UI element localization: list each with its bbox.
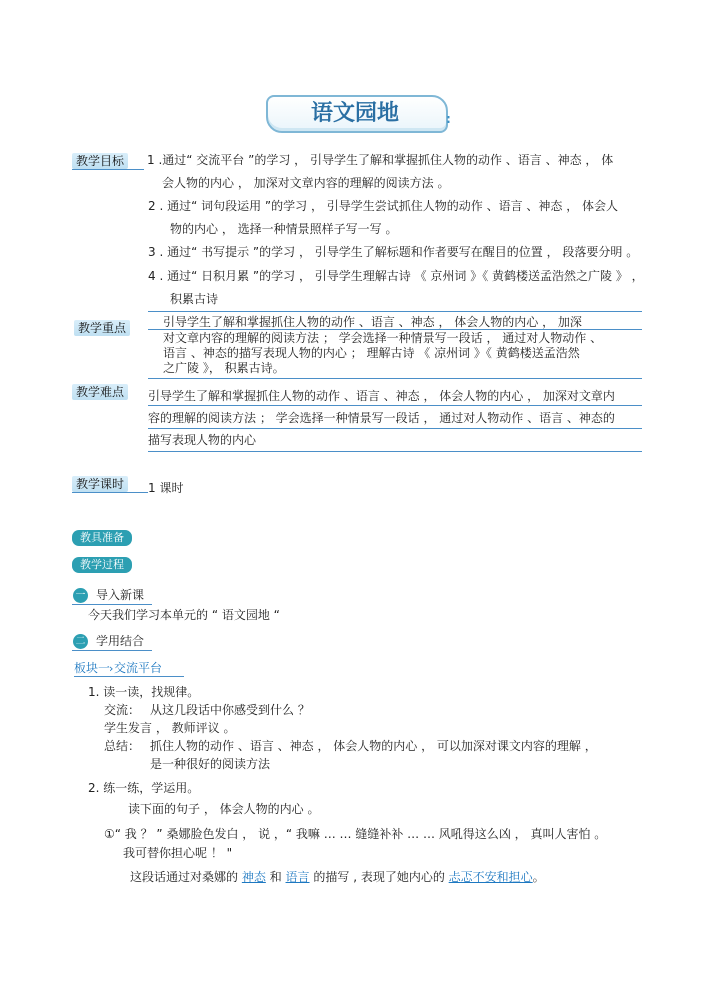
- analysis-middle: 的描写 , 表现了她内心的: [313, 870, 445, 884]
- objectives-line-6: 4 . 通过“ 日积月累 ”的学习 ， 引导学生理解古诗 《 京州词 》《 黄鹤楼送孟浩然之广陵 》 ，: [148, 269, 644, 283]
- difficulties-line-3: 描写表现人物的内心: [148, 433, 257, 447]
- item-1-summary-line-2: 是一种很好的阅读方法: [150, 757, 271, 771]
- objectives-line-4: 物的内心 ， 选择一种情景照样子写一写 。: [170, 222, 398, 236]
- item-2-example-line-1: ①“ 我 ？ ” 桑娜脸色发白 ， 说 ，“ 我嘛 … … 缝缝补补 … … 风吼得这么凶 ， 真叫人害怕 。: [104, 827, 607, 841]
- answer-blank-3: 忐忑不安和担心: [448, 870, 533, 884]
- section-1-number: 一: [73, 588, 88, 603]
- item-1-heading: 1. 读一读，找规律。: [88, 685, 200, 699]
- item-1-summary-line-1: 抓住人物的动作 、语言 、神态 ， 体会人物的内心 ， 可以加深对课文内容的理解 ，: [150, 739, 597, 753]
- objectives-line-1: 1 .通过“ 交流平台 ”的学习 ， 引导学生了解和掌握抓住人物的动作 、语言 、神态 ， 体: [147, 153, 614, 167]
- item-2-heading: 2. 练一练，学运用。: [88, 781, 200, 795]
- difficulties-line-1: 引导学生了解和掌握抓住人物的动作 、语言 、神态 ， 体会人物的内心 ， 加深对文章内: [148, 389, 615, 403]
- hours-underline: [72, 492, 148, 493]
- key-points-line-3: 语言 、神态的描写表现人物的内心 ； 理解古诗 《 凉州词 》《 黄鹤楼送孟浩然: [163, 346, 580, 360]
- hours-value: 1 课时: [148, 481, 184, 495]
- chevron-right-icon: ›: [109, 662, 114, 675]
- objectives-line-7: 积累古诗: [170, 292, 219, 306]
- difficulties-label: 教学难点: [72, 384, 128, 400]
- item-1-summary-label: 总结：: [104, 739, 141, 753]
- key-points-rule-top: [148, 311, 642, 312]
- key-points-rule-bottom: [148, 378, 642, 379]
- block-1-title: 交流平台: [114, 661, 163, 675]
- page-title: 语文园地: [310, 100, 399, 126]
- analysis-and: 和: [269, 870, 282, 884]
- item-1-speak: 学生发言 ， 教师评议 。: [104, 721, 236, 735]
- answer-blank-1: 神态: [241, 870, 266, 884]
- section-1-underline: [72, 604, 152, 605]
- section-2-title: 学用结合: [96, 634, 145, 648]
- section-1-body: 今天我们学习本单元的 “ 语文园地 “: [88, 608, 280, 622]
- difficulties-rule-bottom: [148, 451, 642, 452]
- item-2-analysis: [130, 869, 545, 885]
- title-decoration-dots: :: [446, 112, 451, 126]
- section-2-number: 二: [73, 634, 88, 649]
- key-points-line-4: 之广陵 》， 积累古诗。: [163, 361, 285, 375]
- objectives-label: 教学目标: [72, 153, 128, 169]
- key-points-line-1: 引导学生了解和掌握抓住人物的动作 、语言 、神态 ， 体会人物的内心 ， 加深: [163, 315, 582, 329]
- difficulties-rule-1: [148, 405, 642, 406]
- analysis-prefix: 这段话通过对桑娜的: [130, 870, 239, 884]
- objectives-line-2: 会人物的内心 ， 加深对文章内容的理解的阅读方法 。: [162, 176, 450, 190]
- block-1-label: 板块一: [74, 661, 111, 675]
- item-2-example-line-2: 我可替你担心呢 ！ ": [123, 846, 233, 860]
- item-1-exchange-text: 从这几段话中你感受到什么 ？: [150, 703, 310, 717]
- analysis-end: 。: [532, 870, 545, 884]
- section-2-underline: [72, 650, 152, 651]
- process-pill: 教学过程: [72, 557, 132, 573]
- difficulties-rule-2: [148, 428, 642, 429]
- objectives-underline: [72, 169, 144, 170]
- answer-blank-2: 语言: [285, 870, 310, 884]
- prep-pill: 教具准备: [72, 530, 132, 546]
- item-2-instruction: 读下面的句子 ， 体会人物的内心 。: [128, 802, 320, 816]
- objectives-line-5: 3 . 通过“ 书写提示 ”的学习 ， 引导学生了解标题和作者要写在醒目的位置 ， 段落要分明 。: [148, 245, 639, 259]
- item-1-exchange-label: 交流：: [104, 703, 141, 717]
- block-1-underline: [74, 676, 184, 677]
- section-1-title: 导入新课: [96, 588, 145, 602]
- hours-label: 教学课时: [72, 476, 128, 492]
- difficulties-line-2: 容的理解的阅读方法 ； 学会选择一种情景写一段话 ， 通过对人物动作 、语言 、神态的: [148, 411, 615, 425]
- key-points-line-2: 对文章内容的理解的阅读方法 ； 学会选择一种情景写一段话 ， 通过对人物动作 、: [163, 331, 603, 345]
- objectives-line-3: 2 . 通过“ 词句段运用 ”的学习 ， 引导学生尝试抓住人物的动作 、语言 、神态 ， 体会人: [148, 199, 619, 213]
- key-points-label: 教学重点: [74, 320, 130, 336]
